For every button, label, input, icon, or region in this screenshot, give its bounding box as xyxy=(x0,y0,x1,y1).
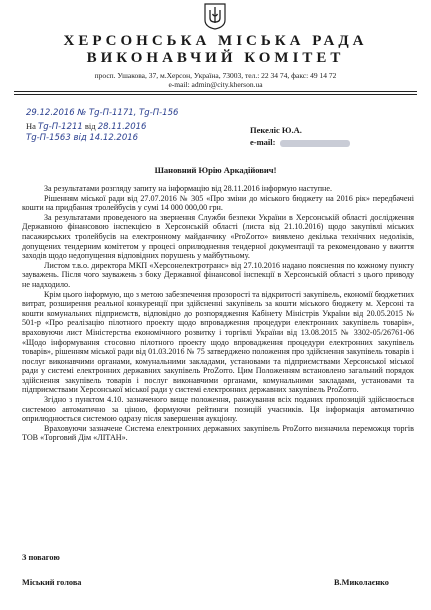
paragraph: Крім цього інформую, що з метою забезпечення прозорості та відкритості закупівель, економії бюджетних витрат, розширення реальної конкуренції при здійсненні закупівель за кошти міського бюджету м. Херсоні та кошти комунальних підприємств, відповідно до розпорядження Кабінету Міністрів України від 20.05.2015 № 501-р «Про реалізацію пілотного проекту щодо впровадження процедури електронних закупівель товарів», враховуючи лист Міністерства економічного розвитку і торгівлі України від 13.08.2015 № 3302-05/26761-06 «Щодо інформування стосовно пілотного проекту щодо впровадження процедури електронних закупівель товарів», рішенням міської ради від 01.03.2016 № 75 затверджено положення про здійснення закупівель товарів і послуг виконавчими органами, комунальними закладами, установами та підприємствами Херсонської міської ради у системі електронних державних закупівель ProZorro. Цим Положенням встановлено загальний порядок здійснення закупівель товарів і послуг виконавчими органами, комунальними закладами, установами та підприємствами Херсонської міської ради у системі електронних державних закупівель ProZorro. xyxy=(22,289,414,395)
recipient-name: Пекеліс Ю.А. xyxy=(250,125,302,135)
header-divider-thin xyxy=(14,94,417,95)
closing-regards: З повагою xyxy=(22,553,60,562)
registration-number: Tg-П-1211 xyxy=(38,122,83,132)
registration-line-1: 29.12.2016 № Tg-П-1171, Tg-П-156 xyxy=(26,108,179,118)
letter-body xyxy=(22,184,414,443)
registration-prefix: На xyxy=(26,121,36,131)
redacted-email xyxy=(280,140,350,147)
header-divider xyxy=(14,91,417,92)
paragraph: Рішенням міської ради від 27.07.2016 № 305 «Про зміни до міського бюджету на 2016 рік» передбачені кошти на придбання тролейбусів у сумі 14 000 000,00 грн. xyxy=(22,193,414,213)
header-email: e-mail: admin@city.kherson.ua xyxy=(168,80,263,89)
recipient-email xyxy=(250,137,420,147)
address-line: просп. Ушакова, 37, м.Херсон, Україна, 73003, тел.: 22 34 74, факс: 49 14 72 xyxy=(94,71,337,80)
registration-line-2 xyxy=(26,121,146,132)
salutation: Шановний Юрію Аркадійович! xyxy=(154,165,277,175)
committee-title: ВИКОНАВЧИЙ КОМІТЕТ xyxy=(86,50,345,66)
registration-from: від xyxy=(84,121,96,131)
paragraph: За результатами проведеного на звернення Служби безпеки України в Херсонській області дослідження Державною фінансовою інспекцією в Херсонській області (листа від 21.10.2016) щодо закупівлі міських пасажирських тролейбусів на електронному майданчику «ProZorro» виявлено декілька технічних недоліків, допущених тендерним комітетом у процесі оприлюднення тендерної документації та рекомендовано у вжиття заходів щодо недопущення відповідних порушень у майбутньому. xyxy=(22,212,414,261)
signatory-name: В.Миколаєнко xyxy=(334,578,389,587)
paragraph: За результатами розгляду запиту на інформацію від 28.11.2016 інформую наступне. xyxy=(44,184,332,193)
paragraph: Згідно з пунктом 4.10. зазначеного вище положення, ранжування всіх поданих пропозицій здійснюється системою автоматично за ціною, формуючи рейтинги позицій учасників. Ця інформація автоматично оприлюднюється системою одразу після завершення аукціону. xyxy=(22,395,414,424)
paragraph: Листом т.в.о. директора МКП «Херсонелектротранс» від 27.10.2016 надано пояснення по кожному пункту зауважень. Після чого зауважень з боку Державної фінансової інспекції в Херсонській області з цього приводу не надходило. xyxy=(22,260,414,289)
coat-of-arms-icon xyxy=(204,3,226,30)
signatory-position: Міський голова xyxy=(22,578,82,587)
recipient-email-label: e-mail: xyxy=(250,137,276,147)
paragraph: Враховуючи зазначене Система електронних державних закупівель ProZorro визначила переможця торгів ТОВ «Торговий Дім «ЛІТАН». xyxy=(22,423,414,443)
registration-line-3: Tg-П-1563 від 14.12.2016 xyxy=(26,133,139,143)
registration-date: 28.11.2016 xyxy=(97,122,147,132)
council-title: ХЕРСОНСЬКА МІСЬКА РАДА xyxy=(63,33,368,49)
